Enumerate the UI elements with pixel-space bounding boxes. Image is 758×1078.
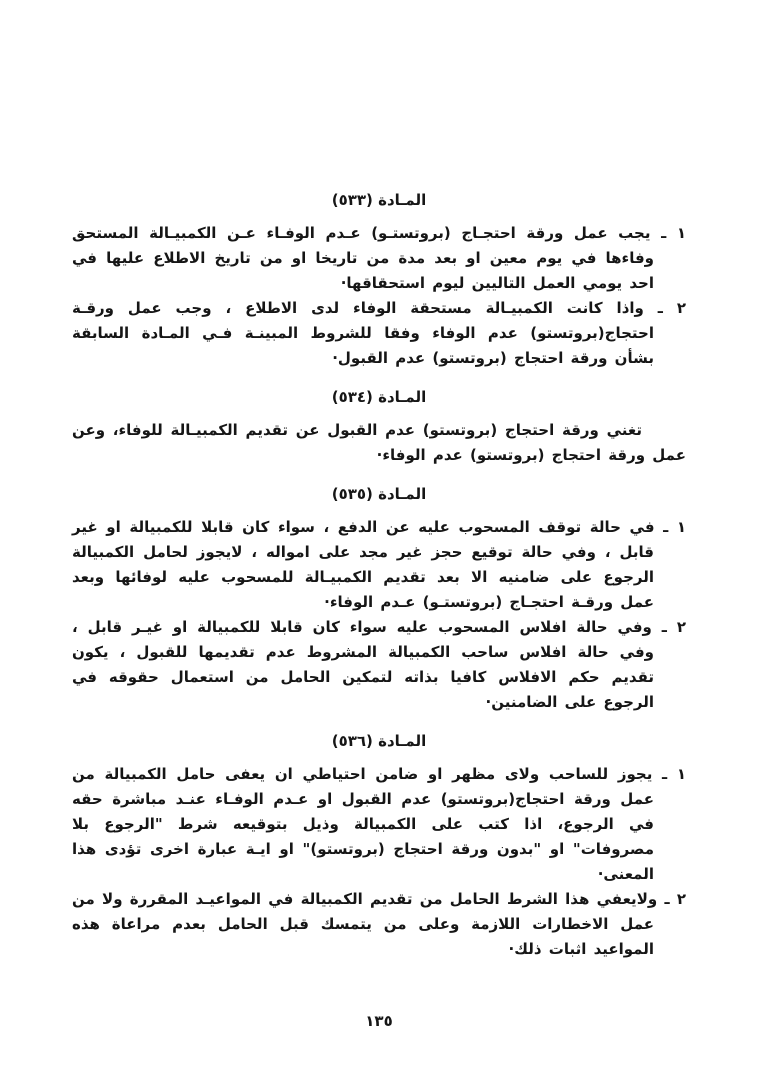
article-536 [72,729,686,962]
document-body [72,188,686,962]
article-535-paragraph-2: ٢ ـ وفي حالة افلاس المسحوب عليه سواء كان قابلا للكمبيالة او غيـر قابل ، وفي حالة افلاس ساحب الكمبيالة المشروط عدم تقديمها للقبول ، يكون تقديم حكم الافلاس كافيا بذاته لتمكين الحامل من استعمال حقوقه في الرجوع على الضامنين· [72,618,686,711]
article-533-paragraph-2: ٢ ـ واذا كانت الكمبيـالة مستحقة الوفاء لدى الاطلاع ، وجب عمل ورقـة احتجاج(بروتستو) عدم الوفاء وفقا للشروط المبينـة فـي المـادة السابقة بشأن ورقة احتجاج (بروتستو) عدم القبول· [72,299,686,367]
page-number: ١٣٥ [365,1012,393,1030]
article-536-paragraph-1: ١ ـ يجوز للساحب ولاى مظهر او ضامن احتياطي ان يعفى حامل الكمبيالة من عمل ورقة احتجاج(بروتستو) عدم القبول او عـدم الوفـاء عنـد مباشرة حقه في الرجوع، اذا كتب على الكمبيالة وذيل بتوقيعه شرط "الرجوع بلا مصروفات" او "بدون ورقة احتجاج (بروتستو)" او ايـة عبارة اخرى تؤدى هذا المعنى· [72,765,686,883]
article-534-title: المـادة (٥٣٤) [331,388,427,406]
article-535 [72,482,686,715]
article-535-title: المـادة (٥٣٥) [331,485,427,503]
article-536-paragraph-2: ٢ ـ ولايعفي هذا الشرط الحامل من تقديم الكمبيالة في المواعيـد المقررة ولا من عمل الاخطارات اللازمة وعلى من يتمسك قبل الحامل بعدم مراعاة هذه المواعيد اثبات ذلك· [72,890,686,958]
article-535-paragraph-1: ١ ـ في حالة توقف المسحوب عليه عن الدفع ، سواء كان قابلا للكمبيالة او غير قابل ، وفي حالة توقيع حجز غير مجد على امواله ، لايجوز لحامل الكمبيالة الرجوع على ضامنيه الا بعد تقديم الكمبيـالة للمسحوب عليه لوفائها وبعد عمل ورقـة احتجـاج (بروتستـو) عـدم الوفاء· [72,518,686,611]
article-536-title: المـادة (٥٣٦) [331,732,427,750]
article-533-title: المـادة (٥٣٣) [331,191,427,209]
article-534-paragraph-1: تغني ورقة احتجاج (بروتستو) عدم القبول عن تقديم الكمبيـالة للوفاء، وعن عمل ورقة احتجاج (بروتستو) عدم الوفاء· [72,421,686,464]
article-533-paragraph-1: ١ ـ يجب عمل ورقة احتجـاج (بروتستـو) عـدم الوفـاء عـن الكمبيـالة المستحق وفاءها في يوم معين او بعد مدة من تاريخا او من تاريخ الاطلاع عليها في احد يومي العمل التاليين ليوم استحقاقها· [72,224,686,292]
article-533 [72,188,686,371]
article-534 [72,385,686,468]
